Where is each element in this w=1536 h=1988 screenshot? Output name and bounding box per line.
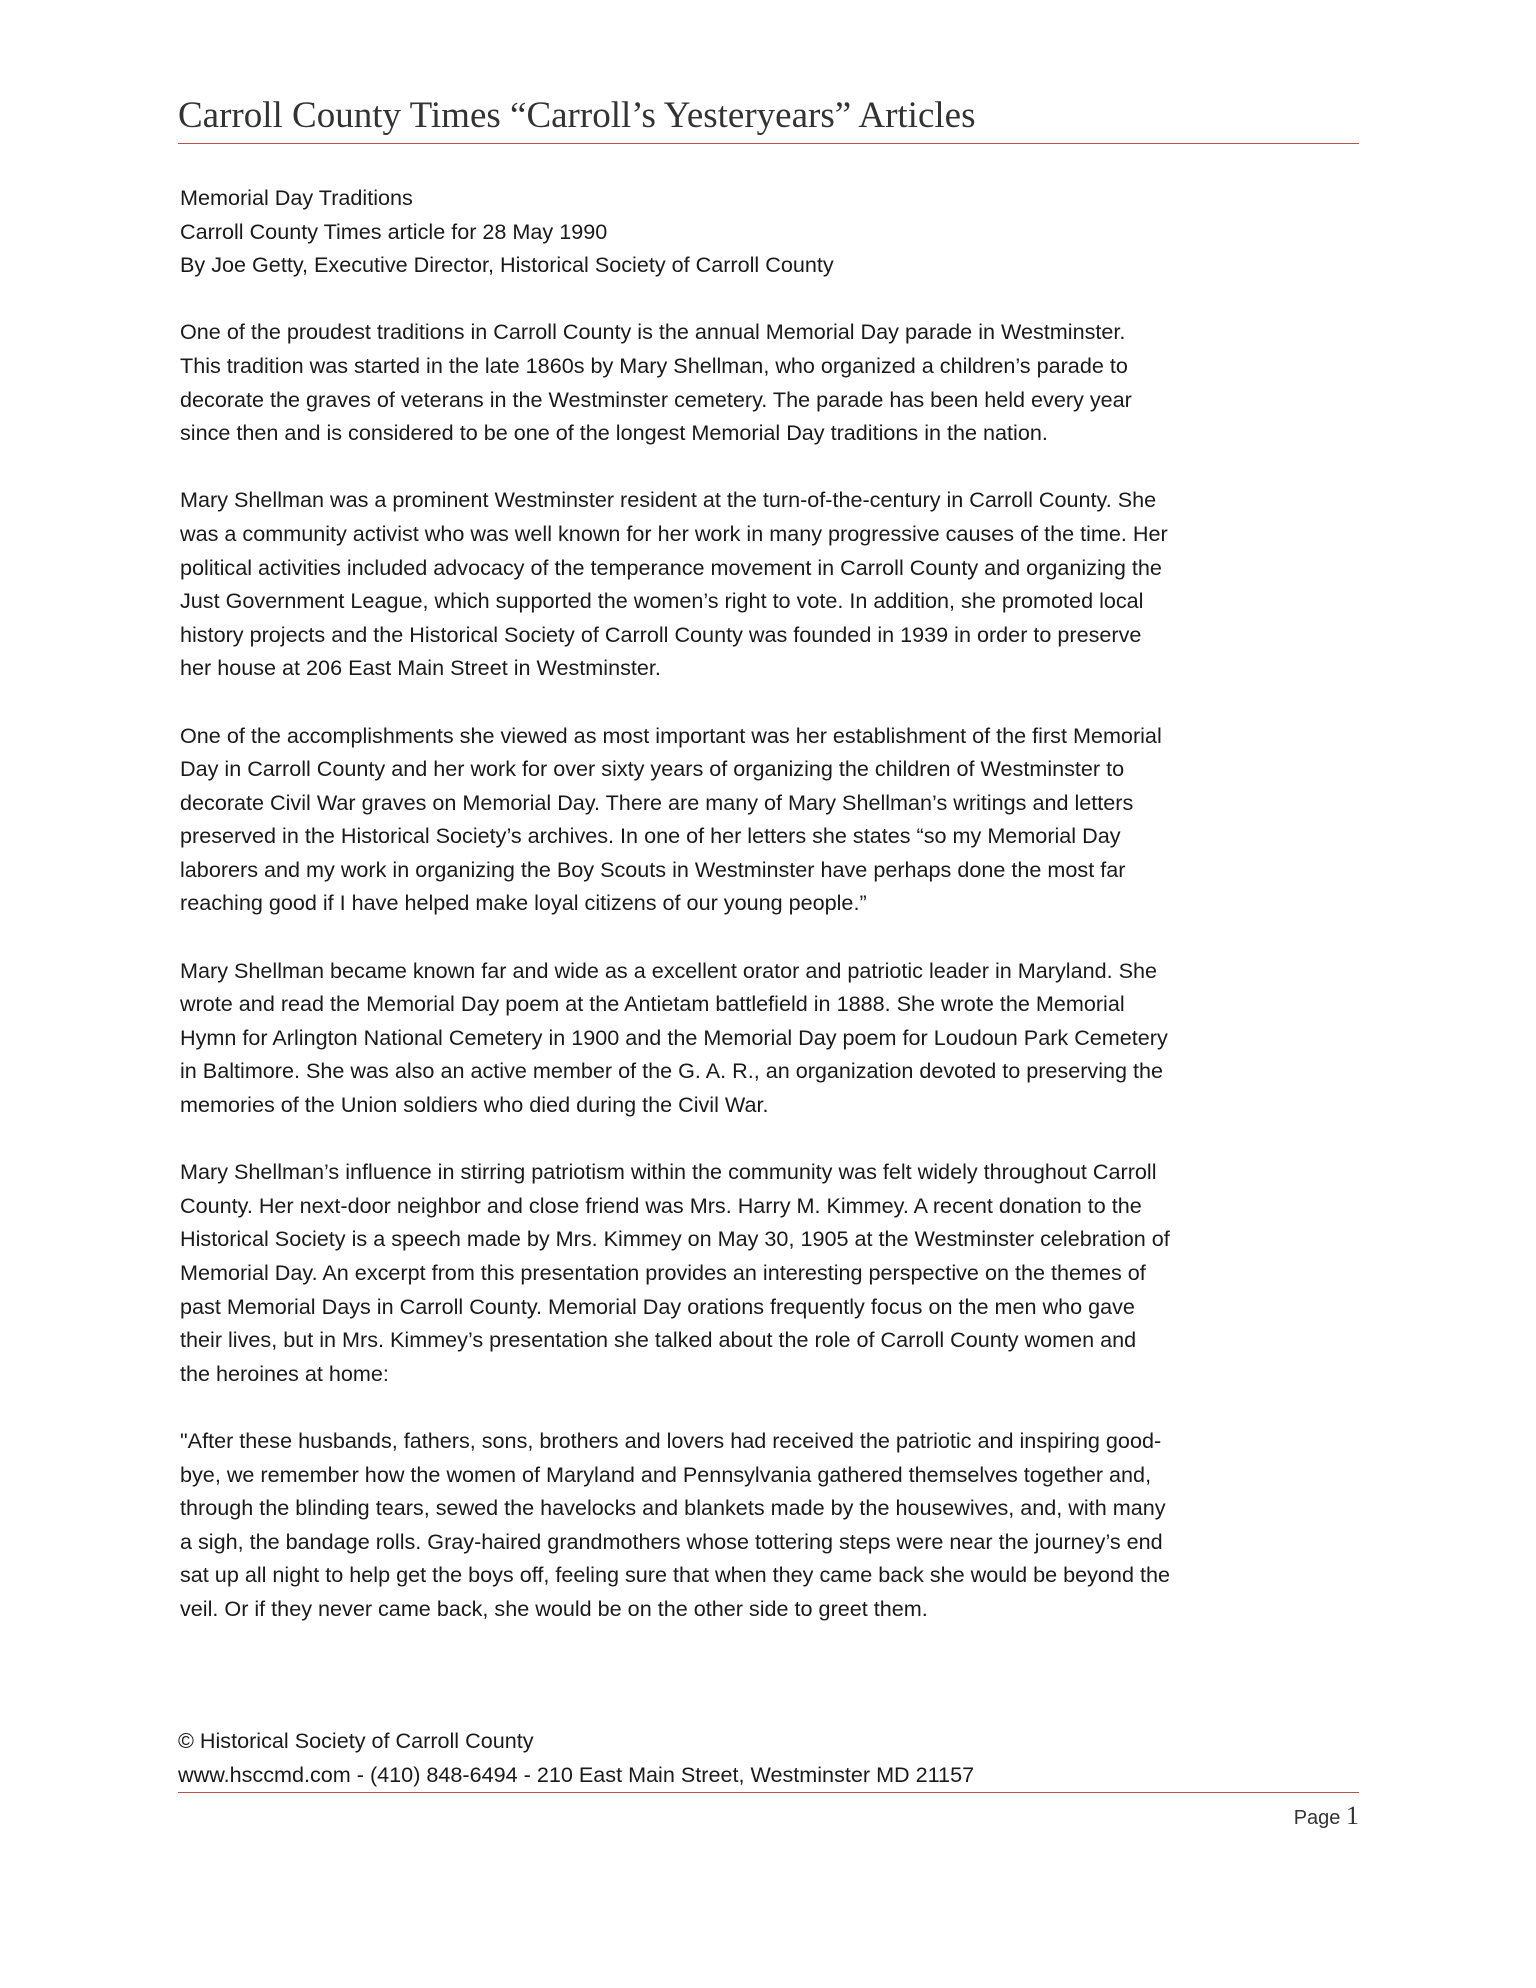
paragraph-line: sat up all night to help get the boys off, feeling sure that when they came back she would be beyond the [180, 1562, 1170, 1588]
paragraph-line: Just Government League, which supported the women’s right to vote. In addition, she promoted local [180, 588, 1144, 614]
article-title: Memorial Day Traditions [180, 185, 413, 210]
paragraph-line: Historical Society is a speech made by Mrs. Kimmey on May 30, 1905 at the Westminster celebration of [180, 1226, 1170, 1252]
page-footer [178, 1724, 1359, 1836]
article-paragraphs [180, 315, 1370, 1625]
paragraph-line: a sigh, the bandage rolls. Gray-haired grandmothers whose tottering steps were near the journey’s end [180, 1528, 1163, 1554]
paragraph-line: veil. Or if they never came back, she would be on the other side to greet them. [180, 1595, 928, 1621]
paragraph-line: decorate Civil War graves on Memorial Day. There are many of Mary Shellman’s writings and letters [180, 789, 1134, 815]
paragraph-line: "After these husbands, fathers, sons, brothers and lovers had received the patriotic and inspiring good- [180, 1427, 1162, 1453]
paragraph-line: was a community activist who was well known for her work in many progressive causes of the time. Her [180, 520, 1168, 546]
article-publication: Carroll County Times article for 28 May 1990 [180, 218, 608, 244]
footer-rule [178, 1792, 1359, 1793]
paragraph-line: past Memorial Days in Carroll County. Memorial Day orations frequently focus on the men who gave [180, 1293, 1135, 1319]
paragraph-line: the heroines at home: [180, 1360, 389, 1386]
paragraph-line: Mary Shellman became known far and wide as a excellent orator and patriotic leader in Maryland. She [180, 957, 1158, 983]
paragraph-line: memories of the Union soldiers who died during the Civil War. [180, 1092, 769, 1118]
article-byline: By Joe Getty, Executive Director, Historical Society of Carroll County [180, 252, 834, 278]
paragraph-line: preserved in the Historical Society’s archives. In one of her letters she states “so my Memorial Day [180, 823, 1121, 849]
paragraph-line: their lives, but in Mrs. Kimmey’s presentation she talked about the role of Carroll County women and [180, 1327, 1137, 1353]
paragraph-line: One of the accomplishments she viewed as most important was her establishment of the first Memorial [180, 722, 1162, 748]
paragraph-line: County. Her next-door neighbor and close friend was Mrs. Harry M. Kimmey. A recent donation to the [180, 1192, 1142, 1218]
article-body [180, 181, 1370, 1659]
article-paragraph [180, 954, 1370, 1122]
article-paragraph [180, 483, 1370, 685]
article-paragraph [180, 315, 1370, 449]
article-paragraph [180, 719, 1370, 921]
paragraph-line: Mary Shellman was a prominent Westminster resident at the turn-of-the-century in Carroll County. She [180, 487, 1157, 513]
header-rule [178, 143, 1359, 144]
paragraph-line: decorate the graves of veterans in the Westminster cemetery. The parade has been held every year [180, 386, 1132, 412]
footer-contact: www.hsccmd.com - (410) 848-6494 - 210 East Main Street, Westminster MD 21157 [178, 1761, 975, 1787]
paragraph-line: laborers and my work in organizing the Boy Scouts in Westminster have perhaps done the most far [180, 856, 1126, 882]
page-number [178, 1799, 1359, 1836]
paragraph-line: reaching good if I have helped make loyal citizens of our young people.” [180, 890, 867, 916]
paragraph-line: through the blinding tears, sewed the havelocks and blankets made by the housewives, and, with many [180, 1495, 1166, 1521]
paragraph-line: in Baltimore. She was also an active member of the G. A. R., an organization devoted to preserving the [180, 1058, 1164, 1084]
paragraph-line: political activities included advocacy of the temperance movement in Carroll County and organizing the [180, 554, 1162, 580]
paragraph-line: Hymn for Arlington National Cemetery in 1900 and the Memorial Day poem for Loudoun Park Cemetery [180, 1024, 1168, 1050]
header-title: Carroll County Times “Carroll’s Yesteryears” Articles [178, 95, 976, 136]
paragraph-line: Mary Shellman’s influence in stirring patriotism within the community was felt widely throughout Carroll [180, 1159, 1157, 1185]
paragraph-line: Memorial Day. An excerpt from this presentation provides an interesting perspective on the themes of [180, 1260, 1146, 1285]
paragraph-line: her house at 206 East Main Street in Westminster. [180, 655, 661, 681]
page-label: Page [1293, 1807, 1341, 1830]
paragraph-line: This tradition was started in the late 1860s by Mary Shellman, who organized a children’s parade to [180, 352, 1128, 378]
paragraph-line: wrote and read the Memorial Day poem at the Antietam battlefield in 1888. She wrote the Memorial [180, 991, 1125, 1017]
article-paragraph [180, 1424, 1370, 1626]
article-paragraph [180, 1155, 1370, 1390]
page-number-value: 1 [1346, 1801, 1359, 1831]
page-header [178, 92, 1359, 144]
paragraph-line: Day in Carroll County and her work for over sixty years of organizing the children of Westminster to [180, 756, 1125, 782]
paragraph-line: bye, we remember how the women of Maryland and Pennsylvania gathered themselves together and, [180, 1461, 1152, 1487]
paragraph-line: since then and is considered to be one of the longest Memorial Day traditions in the nation. [180, 420, 1048, 446]
footer-copyright: © Historical Society of Carroll County [178, 1728, 534, 1753]
article-meta [180, 181, 1370, 282]
paragraph-line: One of the proudest traditions in Carroll County is the annual Memorial Day parade in Westminster. [180, 319, 1126, 345]
paragraph-line: history projects and the Historical Society of Carroll County was founded in 1939 in order to preserve [180, 621, 1142, 647]
